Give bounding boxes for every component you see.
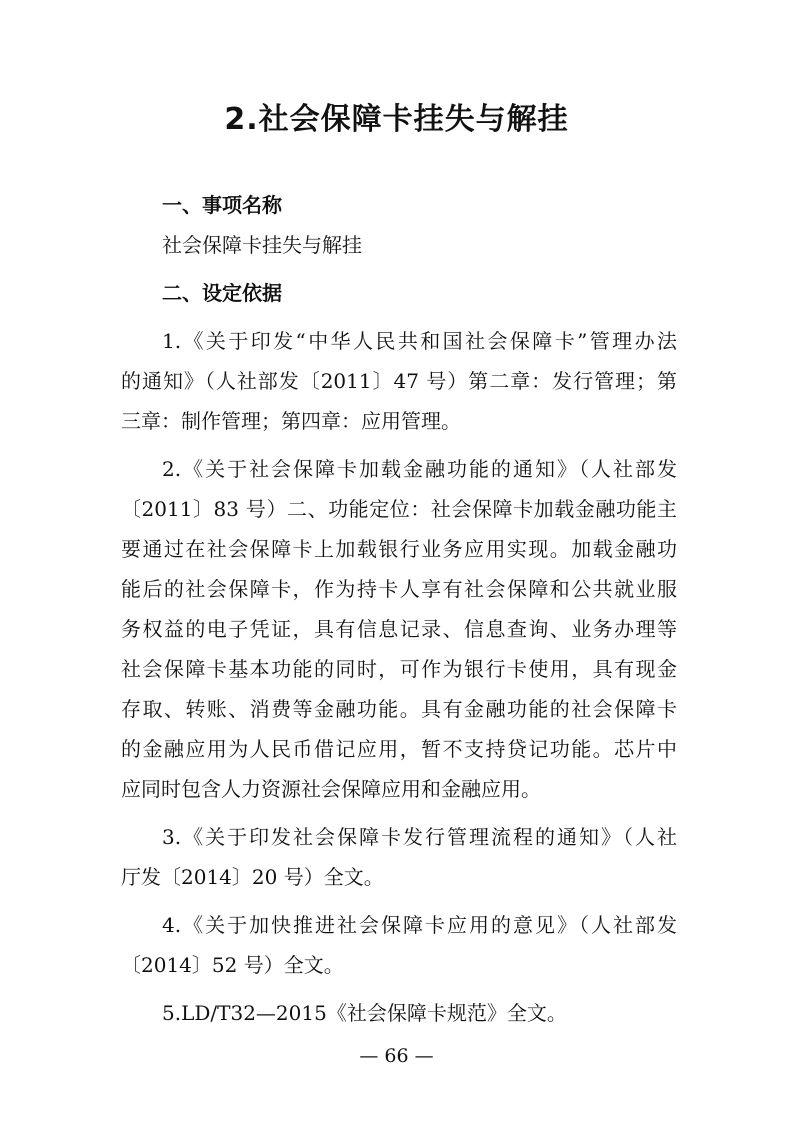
document-title: 2.社会保障卡挂失与解挂 [224, 102, 569, 137]
paragraph-line: 的金融应用为人民币借记应用，暂不支持贷记功能。芯片中 [121, 737, 677, 761]
paragraph-line: 能后的社会保障卡，作为持卡人享有社会保障和公共就业服 [121, 577, 677, 601]
legal-basis-item-3 [121, 817, 677, 897]
section-heading-legal-basis: 二、设定依据 [162, 281, 282, 305]
paragraph-line: 应同时包含人力资源社会保障应用和金融应用。 [121, 777, 541, 801]
legal-basis-item-5 [121, 993, 677, 1033]
paragraph-line: 3.《关于印发社会保障卡发行管理流程的通知》（人社 [162, 825, 677, 849]
paragraph-line: 的通知》（人社部发〔2011〕47 号）第二章：发行管理；第 [121, 369, 677, 393]
paragraph-line: 务权益的电子凭证，具有信息记录、信息查询、业务办理等 [121, 617, 677, 641]
paragraph-line: 存取、转账、消费等金融功能。具有金融功能的社会保障卡 [121, 697, 677, 721]
page-number: — 66 — [359, 1045, 434, 1067]
item-name-text: 社会保障卡挂失与解挂 [162, 233, 362, 257]
legal-basis-item-1 [121, 321, 677, 441]
paragraph-line: 5.LD/T32—2015《社会保障卡规范》全文。 [162, 1001, 567, 1025]
document-body [121, 185, 677, 1033]
paragraph-line: 2.《关于社会保障卡加载金融功能的通知》（人社部发 [162, 457, 677, 481]
paragraph-line: 社会保障卡基本功能的同时，可作为银行卡使用，具有现金 [121, 657, 677, 681]
paragraph-line: 1.《关于印发“中华人民共和国社会保障卡”管理办法 [162, 329, 677, 353]
section-heading-item-name: 一、事项名称 [162, 193, 282, 217]
legal-basis-item-4 [121, 905, 677, 985]
paragraph-line: 〔2014〕52 号）全文。 [121, 953, 344, 977]
paragraph-line: 4.《关于加快推进社会保障卡应用的意见》（人社部发 [162, 913, 677, 937]
paragraph-line: 〔2011〕83 号）二、功能定位：社会保障卡加载金融功能主 [121, 497, 677, 521]
paragraph-line: 要通过在社会保障卡上加载银行业务应用实现。加载金融功 [121, 537, 677, 561]
paragraph-line: 三章：制作管理；第四章：应用管理。 [121, 409, 461, 433]
legal-basis-item-2 [121, 449, 677, 809]
paragraph-line: 厅发〔2014〕20 号）全文。 [121, 865, 384, 889]
